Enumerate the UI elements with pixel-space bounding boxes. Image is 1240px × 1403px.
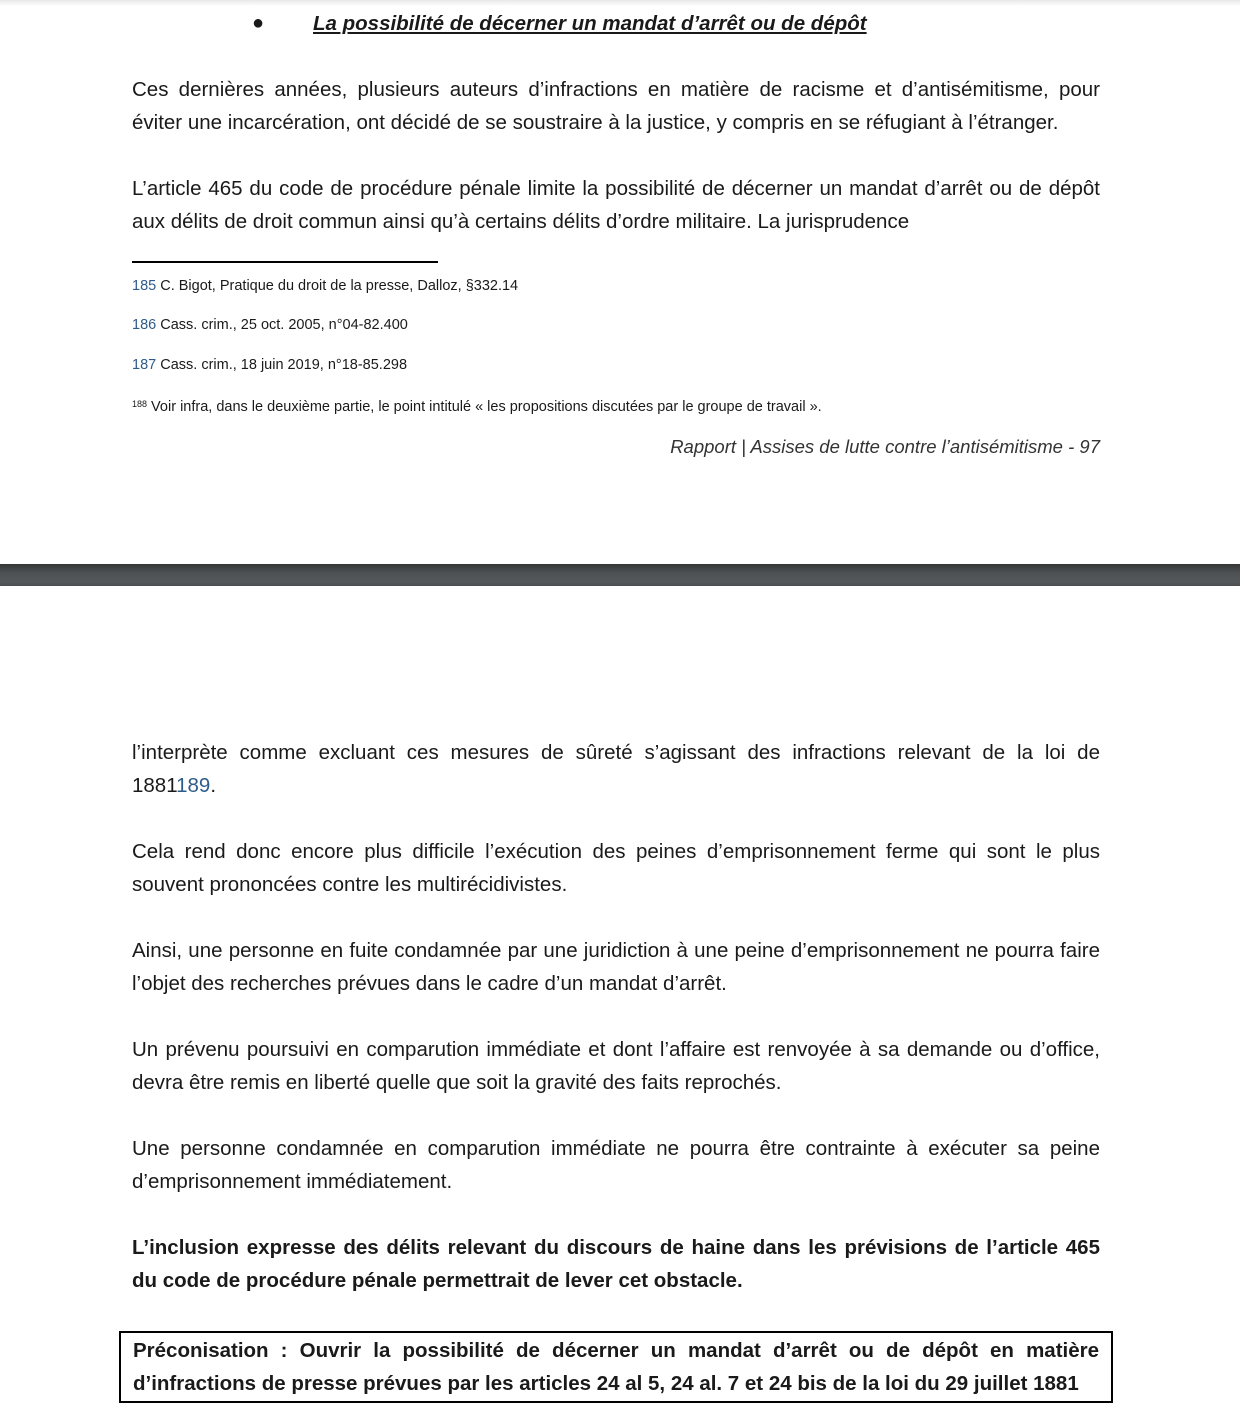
- page-top-shadow: [0, 0, 1240, 6]
- paragraph: L’article 465 du code de procédure pénale limite la possibilité de décerner un mandat d’arrêt ou de dépôt aux délits de droit commun ainsi qu’à certains délits d’ordre militaire. La jurisprudence: [132, 177, 1100, 233]
- footnote-number[interactable]: 186: [132, 317, 157, 333]
- paragraph: Une personne condamnée en comparution immédiate ne pourra être contrainte à exécuter sa peine d’emprisonnement immédiatement.: [132, 1137, 1100, 1193]
- footnote-188: [132, 395, 822, 416]
- page-97: [0, 0, 1240, 564]
- recommendation-box: Préconisation : Ouvrir la possibilité de décerner un mandat d’arrêt ou de dépôt en matière d’infractions de presse prévues par les articles 24 al 5, 24 al. 7 et 24 bis de la loi du 29 juillet 1881: [119, 1331, 1113, 1403]
- section-heading: La possibilité de décerner un mandat d’arrêt ou de dépôt: [313, 12, 867, 35]
- paragraph: Cela rend donc encore plus difficile l’exécution des peines d’emprisonnement ferme qui sont le plus souvent prononcées contre les multirécidivistes.: [132, 840, 1100, 896]
- footnote-text: C. Bigot, Pratique du droit de la presse, Dalloz, §332.14: [156, 278, 519, 294]
- paragraph: Ces dernières années, plusieurs auteurs d’infractions en matière de racisme et d’antisémitisme, pour éviter une incarcération, ont décidé de se soustraire à la justice, y compris en se réfugiant à l’étranger.: [132, 78, 1100, 134]
- footnote-number[interactable]: 187: [132, 357, 157, 373]
- footnote-185: [132, 277, 518, 295]
- page-break: [0, 564, 1240, 586]
- footnote-187: [132, 356, 407, 374]
- footnote-separator: [132, 261, 438, 263]
- paragraph: Ainsi, une personne en fuite condamnée par une juridiction à une peine d’emprisonnement ne pourra faire l’objet des recherches prévues dans le cadre d’un mandat d’arrêt.: [132, 939, 1100, 995]
- paragraph-text: l’interprète comme excluant ces mesures de sûreté s’agissant des infractions relevant de la loi de 1881: [132, 741, 1100, 797]
- paragraph: [132, 736, 1100, 802]
- footnote-text: Voir infra, dans le deuxième partie, le point intitulé « les propositions discutées par le groupe de travail ».: [147, 399, 822, 415]
- footnote-text: Cass. crim., 18 juin 2019, n°18-85.298: [156, 357, 408, 373]
- paragraph: Un prévenu poursuivi en comparution immédiate et dont l’affaire est renvoyée à sa demande ou d’office, devra être remis en liberté quelle que soit la gravité des faits reprochés.: [132, 1038, 1100, 1094]
- bold-paragraph: L’inclusion expresse des délits relevant du discours de haine dans les prévisions de l’article 465 du code de procédure pénale permettrait de lever cet obstacle.: [132, 1236, 1100, 1292]
- page-footer: Rapport | Assises de lutte contre l’antisémitisme - 97: [670, 436, 1100, 457]
- bullet-icon: ●: [252, 12, 265, 34]
- footnote-text: Cass. crim., 25 oct. 2005, n°04-82.400: [156, 317, 408, 333]
- footnote-number: 188: [132, 399, 148, 409]
- page-98: [0, 586, 1240, 1402]
- footnote-186: [132, 316, 408, 334]
- paragraph-end: .: [210, 774, 217, 797]
- footnote-number[interactable]: 185: [132, 278, 157, 294]
- footnote-ref-189[interactable]: 189: [176, 774, 211, 797]
